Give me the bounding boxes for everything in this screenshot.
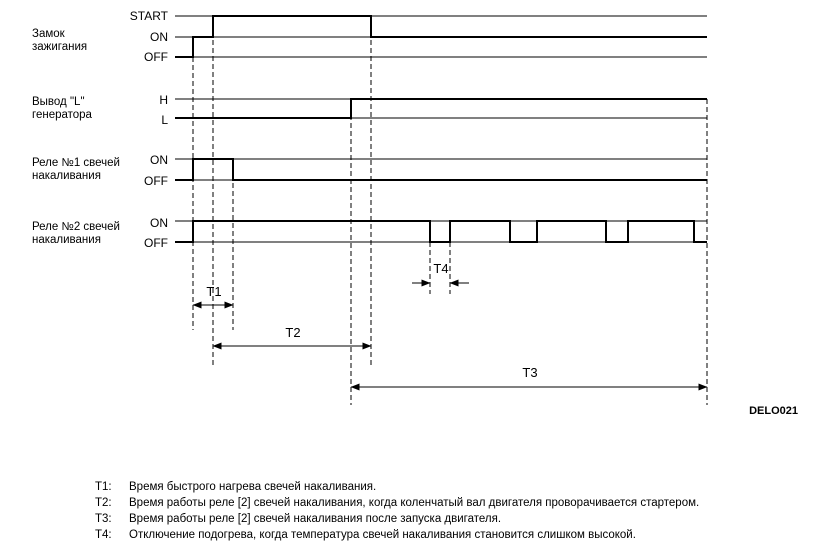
note-key: T3:	[95, 513, 112, 525]
ignition-level-on: ON	[150, 30, 168, 44]
interval-t3	[351, 365, 707, 387]
interval-t2	[213, 325, 371, 346]
legend-notes	[95, 479, 699, 543]
alternator-level-h: H	[159, 93, 168, 107]
note-key: T4:	[95, 529, 112, 541]
timing-guides	[193, 16, 707, 405]
note-text: Время работы реле [2] свечей накаливания, когда коленчатый вал двигателя проворачивается стартером.	[129, 497, 700, 509]
note-t3	[95, 511, 699, 527]
relay2-waveform	[175, 221, 707, 242]
note-text: Время работы реле [2] свечей накаливания после запуска двигателя.	[129, 513, 502, 525]
note-t2	[95, 495, 699, 511]
ignition-label-line1: Замок	[32, 28, 65, 40]
alternator-label-line2: генератора	[32, 109, 92, 121]
note-t4	[95, 527, 699, 543]
interval-t4	[412, 261, 469, 283]
note-t1	[95, 479, 699, 495]
t4-label: T4	[433, 261, 449, 276]
alternator-waveform	[175, 99, 707, 118]
ignition-level-off: OFF	[144, 50, 168, 64]
alternator-level-l: L	[161, 113, 168, 127]
relay1-waveform	[175, 159, 707, 180]
reference-lines	[175, 16, 707, 242]
t1-label: T1	[206, 284, 222, 299]
t3-label: T3	[522, 365, 538, 380]
note-text: Отключение подогрева, когда температура свечей накаливания становится слишком высокой.	[129, 529, 636, 541]
interval-t1	[193, 284, 233, 305]
relay1-level-off: OFF	[144, 174, 168, 188]
t2-label: T2	[285, 325, 301, 340]
relay1-label-line2: накаливания	[32, 170, 101, 182]
relay1-label-line1: Реле №1 свечей	[32, 157, 120, 169]
relay2-level-on: ON	[150, 216, 168, 230]
relay2-label-line2: накаливания	[32, 234, 101, 246]
relay2-level-off: OFF	[144, 236, 168, 250]
alternator-label-line1: Вывод "L"	[32, 96, 85, 108]
relay2-label-line1: Реле №2 свечей	[32, 221, 120, 233]
figure-code: DELO021	[749, 405, 798, 417]
note-key: T2:	[95, 497, 112, 509]
note-text: Время быстрого нагрева свечей накаливания.	[129, 481, 377, 493]
note-key: T1:	[95, 481, 112, 493]
relay1-level-on: ON	[150, 153, 168, 167]
ignition-level-start: START	[129, 9, 168, 23]
ignition-label-line2: зажигания	[32, 41, 88, 53]
